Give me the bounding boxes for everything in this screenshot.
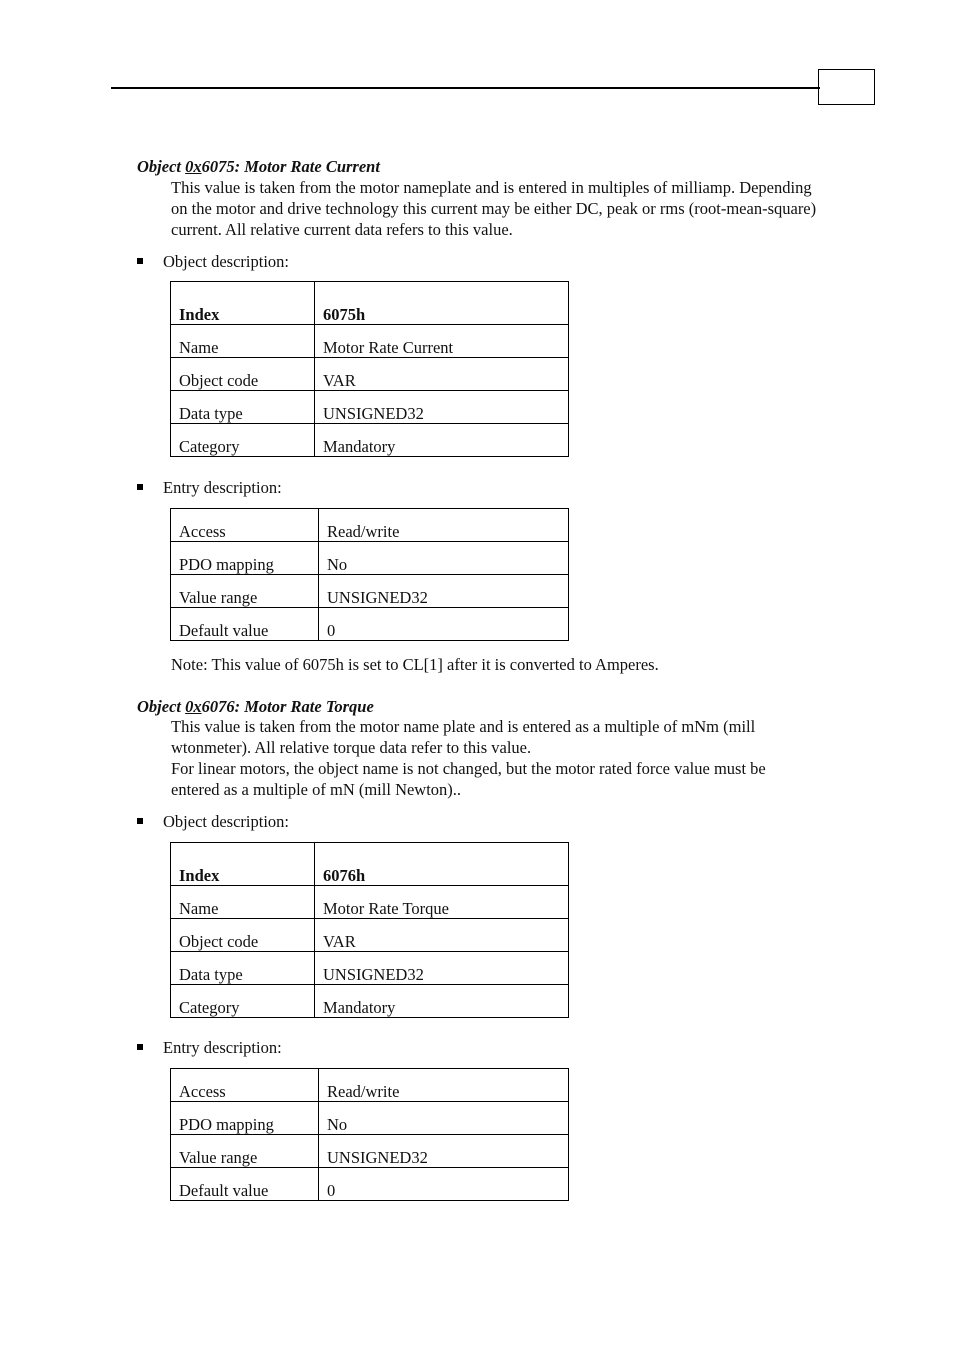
table-cell: Name: [171, 325, 315, 358]
entry-description-table: [170, 508, 569, 641]
table-row: [171, 358, 569, 391]
table-row: [171, 985, 569, 1018]
table-cell: Mandatory: [315, 424, 569, 457]
table-cell: UNSIGNED32: [319, 575, 569, 608]
table-cell: No: [319, 1102, 569, 1135]
table-cell: Read/write: [319, 509, 569, 542]
bullet-label: Entry description:: [163, 1038, 282, 1057]
bullet-marker: [137, 818, 143, 824]
table-cell: VAR: [315, 919, 569, 952]
table-row: [171, 509, 569, 542]
table-cell: Value range: [171, 575, 319, 608]
table-cell: Read/write: [319, 1069, 569, 1102]
entry-description-table: [170, 1068, 569, 1201]
bullet-marker: [137, 484, 143, 490]
header-rule: [111, 87, 820, 89]
table-row: [171, 391, 569, 424]
table-cell: Category: [171, 424, 315, 457]
table-cell: Data type: [171, 952, 315, 985]
heading-hex-prefix: 0x: [185, 157, 202, 176]
heading-title: 6075: Motor Rate Current: [201, 157, 380, 176]
table-cell: UNSIGNED32: [315, 952, 569, 985]
table-cell: PDO mapping: [171, 1102, 319, 1135]
table-row: [171, 843, 569, 886]
section-note: Note: This value of 6075h is set to CL[1] after it is converted to Amperes.: [171, 655, 659, 674]
table-cell: Data type: [171, 391, 315, 424]
entry-description-bullet: [137, 478, 282, 498]
table-row: [171, 575, 569, 608]
table-cell: UNSIGNED32: [315, 391, 569, 424]
table-row: [171, 282, 569, 325]
table-row: [171, 325, 569, 358]
table-cell: Index: [171, 843, 315, 886]
table-cell: 6075h: [315, 282, 569, 325]
table-cell: 6076h: [315, 843, 569, 886]
table-cell: Index: [171, 282, 315, 325]
table-cell: No: [319, 542, 569, 575]
section-heading-6075: [137, 157, 380, 177]
table-cell: PDO mapping: [171, 542, 319, 575]
table-cell: Motor Rate Current: [315, 325, 569, 358]
table-cell: VAR: [315, 358, 569, 391]
object-description-table: [170, 842, 569, 1018]
table-row: [171, 919, 569, 952]
section-paragraph: For linear motors, the object name is not changed, but the motor rated force value must be entered as a multiple of mN (mill Newton)..: [171, 759, 766, 799]
bullet-label: Object description:: [163, 252, 290, 271]
table-row: [171, 952, 569, 985]
table-row: [171, 1135, 569, 1168]
table-cell: Category: [171, 985, 315, 1018]
table-row: [171, 1102, 569, 1135]
table-row: [171, 1168, 569, 1201]
section-paragraph: This value is taken from the motor name plate and is entered as a multiple of mNm (mill wtonmeter). All relative torque data refer to this value.: [171, 717, 756, 757]
table-cell: Object code: [171, 919, 315, 952]
section-paragraph: This value is taken from the motor nameplate and is entered in multiples of milliamp. Depending on the motor and drive technology this current may be either DC, peak or rms (root-mean-square) current. All relative current data refers to this value.: [171, 178, 817, 239]
heading-prefix: Object: [137, 697, 186, 716]
table-cell: Object code: [171, 358, 315, 391]
table-row: [171, 886, 569, 919]
table-cell: Name: [171, 886, 315, 919]
heading-title: 6076: Motor Rate Torque: [201, 697, 374, 716]
table-cell: 0: [319, 1168, 569, 1201]
table-cell: Access: [171, 1069, 319, 1102]
bullet-label: Object description:: [163, 812, 290, 831]
table-cell: 0: [319, 608, 569, 641]
bullet-marker: [137, 258, 143, 264]
heading-hex-prefix: 0x: [185, 697, 202, 716]
section-heading-6076: [137, 697, 374, 717]
table-cell: Motor Rate Torque: [315, 886, 569, 919]
heading-prefix: Object: [137, 157, 186, 176]
table-row: [171, 608, 569, 641]
table-row: [171, 424, 569, 457]
table-cell: UNSIGNED32: [319, 1135, 569, 1168]
table-cell: Value range: [171, 1135, 319, 1168]
table-row: [171, 1069, 569, 1102]
page-number-box: [818, 69, 875, 105]
table-cell: Default value: [171, 608, 319, 641]
table-cell: Default value: [171, 1168, 319, 1201]
object-description-bullet: [137, 812, 289, 832]
table-row: [171, 542, 569, 575]
object-description-bullet: [137, 252, 289, 272]
bullet-label: Entry description:: [163, 478, 282, 497]
entry-description-bullet: [137, 1038, 282, 1058]
table-cell: Access: [171, 509, 319, 542]
object-description-table: [170, 281, 569, 457]
bullet-marker: [137, 1044, 143, 1050]
table-cell: Mandatory: [315, 985, 569, 1018]
